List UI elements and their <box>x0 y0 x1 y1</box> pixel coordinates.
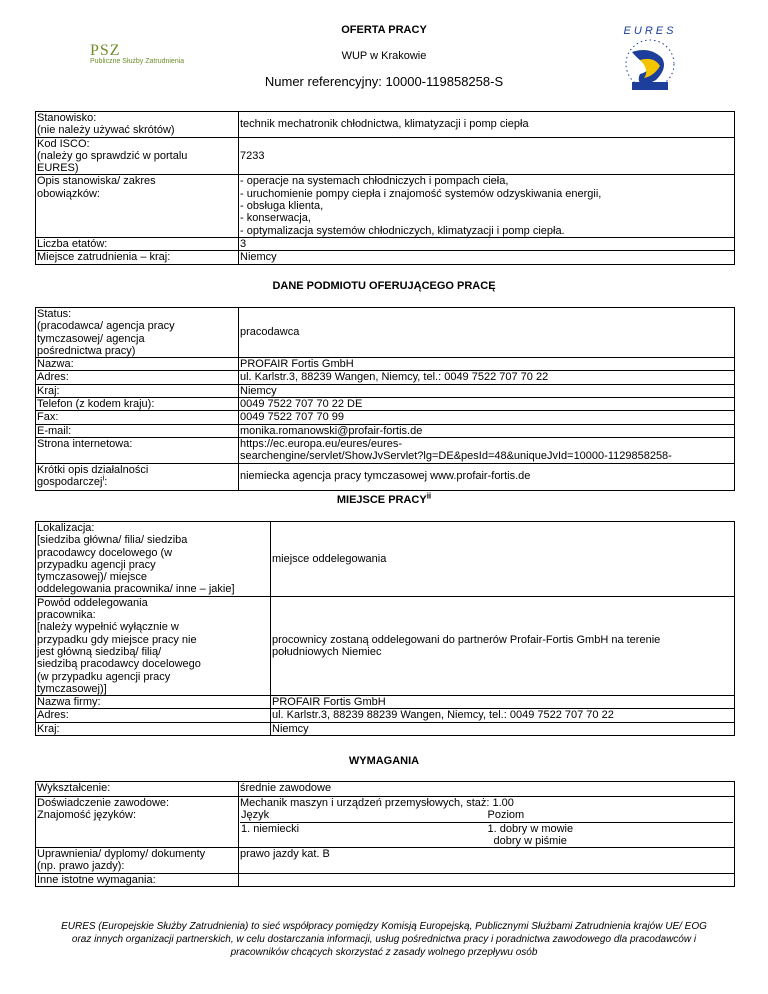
employer-name-value: PROFAIR Fortis GmbH <box>239 358 735 371</box>
eures-emblem-icon <box>610 22 690 97</box>
table-row <box>36 848 735 874</box>
positions-count-value: 3 <box>239 237 735 250</box>
experience-languages-label <box>36 797 239 848</box>
company-name-value: PROFAIR Fortis GmbH <box>271 696 735 709</box>
permissions-label: Uprawnienia/ dyplomy/ dokumenty (np. prawo jazdy): <box>36 848 239 874</box>
isco-label: Kod ISCO: (należy go sprawdzić w portalu EURES) <box>36 137 239 175</box>
employer-table <box>35 307 735 491</box>
employer-email-label: E-mail: <box>36 424 239 437</box>
table-row <box>36 411 735 424</box>
table-row <box>36 522 735 597</box>
employer-heading: DANE PODMIOTU OFERUJĄCEGO PRACĘ <box>272 280 496 292</box>
employer-website-value[interactable]: https://ec.europa.eu/eures/eures- searchengine/servlet/ShowJvServlet?lg=DE&pesId=48&uniqueJvId=10000-1129858258- <box>239 437 735 463</box>
languages-header-row <box>240 809 733 822</box>
experience-languages-value <box>239 797 735 848</box>
table-row <box>36 874 735 887</box>
positions-count-label: Liczba etatów: <box>36 237 239 250</box>
table-row <box>240 835 733 847</box>
language-level-1: 1. dobry w mowie <box>487 822 574 835</box>
document-title: OFERTA PRACY <box>341 24 427 36</box>
table-row <box>36 112 735 138</box>
table-row <box>36 251 735 264</box>
employer-fax-value: 0049 7522 707 70 99 <box>239 411 735 424</box>
employer-address-value: ul. Karlstr.3, 88239 Wangen, Niemcy, tel.: 0049 7522 707 70 22 <box>239 371 735 384</box>
table-row <box>36 398 735 411</box>
footer-note: EURES (Europejskie Służby Zatrudnienia) to sieć współpracy pomiędzy Komisją Europejską, Publicznymi Służbami Zatrudnienia krajów UE/ EOG oraz innych organizacji partnerskich, w celu dostarczania informacji, usług pośrednictwa pracy i poradnictwa zawodowego dla pracodawców i pracowników chcących skorzystać z zasady wolnego przepływu osób <box>61 921 707 958</box>
psz-logo-abbr: PSZ <box>90 42 121 59</box>
job-table <box>35 111 735 265</box>
workplace-country-value: Niemcy <box>271 722 735 735</box>
table-row <box>36 782 735 797</box>
table-row <box>36 371 735 384</box>
employer-address-label: Adres: <box>36 371 239 384</box>
requirements-heading: WYMAGANIA <box>348 755 420 767</box>
table-row <box>240 822 733 835</box>
status-label: Status: (pracodawca/ agencja pracy tymczasowej/ agencja pośrednictwa pracy) <box>36 308 239 358</box>
psz-logo-name: Publiczne Służby Zatrudnienia <box>90 58 185 65</box>
isco-value: 7233 <box>239 137 735 175</box>
activity-label-colon: : <box>104 475 108 488</box>
reference-number: Numer referencyjny: 10000-119858258-S <box>264 74 504 89</box>
status-value: pracodawca <box>239 308 735 358</box>
table-row <box>36 463 735 490</box>
employer-email-value[interactable]: monika.romanowski@profair-fortis.de <box>239 424 735 437</box>
table-row <box>36 175 735 237</box>
workplace-country-label: Kraj: <box>36 722 271 735</box>
position-value: technik mechatronik chłodnictwa, klimatyzacji i pomp ciepła <box>239 112 735 138</box>
activity-label-text: Krótki opis działalności gospodarczej <box>37 463 149 488</box>
delegation-reason-value: procownicy zostaną oddelegowani do partnerów Profair-Fortis GmbH na terenie południowych Niemiec <box>271 596 735 695</box>
language-column-header: Język <box>240 809 487 822</box>
employer-country-label: Kraj: <box>36 384 239 397</box>
workplace-table <box>35 521 735 736</box>
eures-logo-text: EURES <box>623 25 677 37</box>
table-row <box>36 722 735 735</box>
description-value: - operacje na systemach chłodniczych i pompach cieła, - uruchomienie pompy ciepła i znajomość systemów odzyskiwania energii, - obsługa klienta, - konserwacja, - optymalizacja systemów chłodniczych, klimatyzacji i pomp ciepła. <box>239 175 735 237</box>
employer-fax-label: Fax: <box>36 411 239 424</box>
description-label: Opis stanowiska/ zakres obowiązków: <box>36 175 239 237</box>
location-value: miejsce oddelegowania <box>271 522 735 597</box>
table-row <box>36 384 735 397</box>
table-row <box>36 137 735 175</box>
workplace-address-label: Adres: <box>36 709 271 722</box>
table-row <box>36 424 735 437</box>
country-label: Miejsce zatrudnienia – kraj: <box>36 251 239 264</box>
psz-logo <box>90 42 184 65</box>
requirements-table <box>35 781 735 887</box>
workplace-heading <box>0 491 768 506</box>
level-column-header: Poziom <box>487 809 733 822</box>
location-label: Lokalizacja: [siedziba główna/ filia/ siedziba pracodawcy docelowego (w przypadku agencji pracy tymczasowej)/ miejsce oddelegowania pracownika/ inne – jakie] <box>36 522 271 597</box>
office-name: WUP w Krakowie <box>341 50 427 62</box>
table-row <box>36 797 735 848</box>
employer-phone-label: Telefon (z kodem kraju): <box>36 398 239 411</box>
workplace-footnote-mark: ii <box>426 491 432 501</box>
position-label: Stanowisko: (nie należy używać skrótów) <box>36 112 239 138</box>
languages-label: Znajomość języków: <box>37 809 137 822</box>
permissions-value: prawo jazdy kat. B <box>239 848 735 874</box>
table-row <box>36 308 735 358</box>
table-row <box>36 696 735 709</box>
experience-value: Mechanik maszyn i urządzeń przemysłowych, staż: 1.00 <box>240 797 514 809</box>
employer-country-value: Niemcy <box>239 384 735 397</box>
activity-footnote-mark: i <box>102 473 105 483</box>
languages-table <box>240 809 733 847</box>
table-row <box>36 596 735 695</box>
employer-name-label: Nazwa: <box>36 358 239 371</box>
table-row <box>36 358 735 371</box>
table-row <box>36 237 735 250</box>
experience-label: Doświadczenie zawodowe: <box>37 797 170 809</box>
language-level-2: dobry w piśmie <box>493 834 567 847</box>
eures-logo <box>610 22 690 97</box>
table-row <box>36 709 735 722</box>
education-label: Wykształcenie: <box>36 782 239 797</box>
company-name-label: Nazwa firmy: <box>36 696 271 709</box>
employer-website-label: Strona internetowa: <box>36 437 239 463</box>
table-row <box>36 437 735 463</box>
workplace-heading-text: MIEJSCE PRACY <box>336 494 427 506</box>
employer-phone-value: 0049 7522 707 70 22 DE <box>239 398 735 411</box>
country-value: Niemcy <box>239 251 735 264</box>
language-name: 1. niemiecki <box>241 822 300 835</box>
delegation-reason-label: Powód oddelegowania pracownika: [należy wypełnić wyłącznie w przypadku gdy miejsce pracy nie jest główną siedzibą/ filią/ siedzibą pracodawcy docelowego (w przypadku agencji pracy tymczasowej)] <box>36 596 271 695</box>
education-value: średnie zawodowe <box>239 782 735 797</box>
activity-value: niemiecka agencja pracy tymczasowej www.profair-fortis.de <box>239 463 735 490</box>
activity-label <box>36 463 239 490</box>
other-requirements-value <box>239 874 735 887</box>
other-requirements-label: Inne istotne wymagania: <box>36 874 239 887</box>
workplace-address-value: ul. Karlstr.3, 88239 88239 Wangen, Niemcy, tel.: 0049 7522 707 70 22 <box>271 709 735 722</box>
